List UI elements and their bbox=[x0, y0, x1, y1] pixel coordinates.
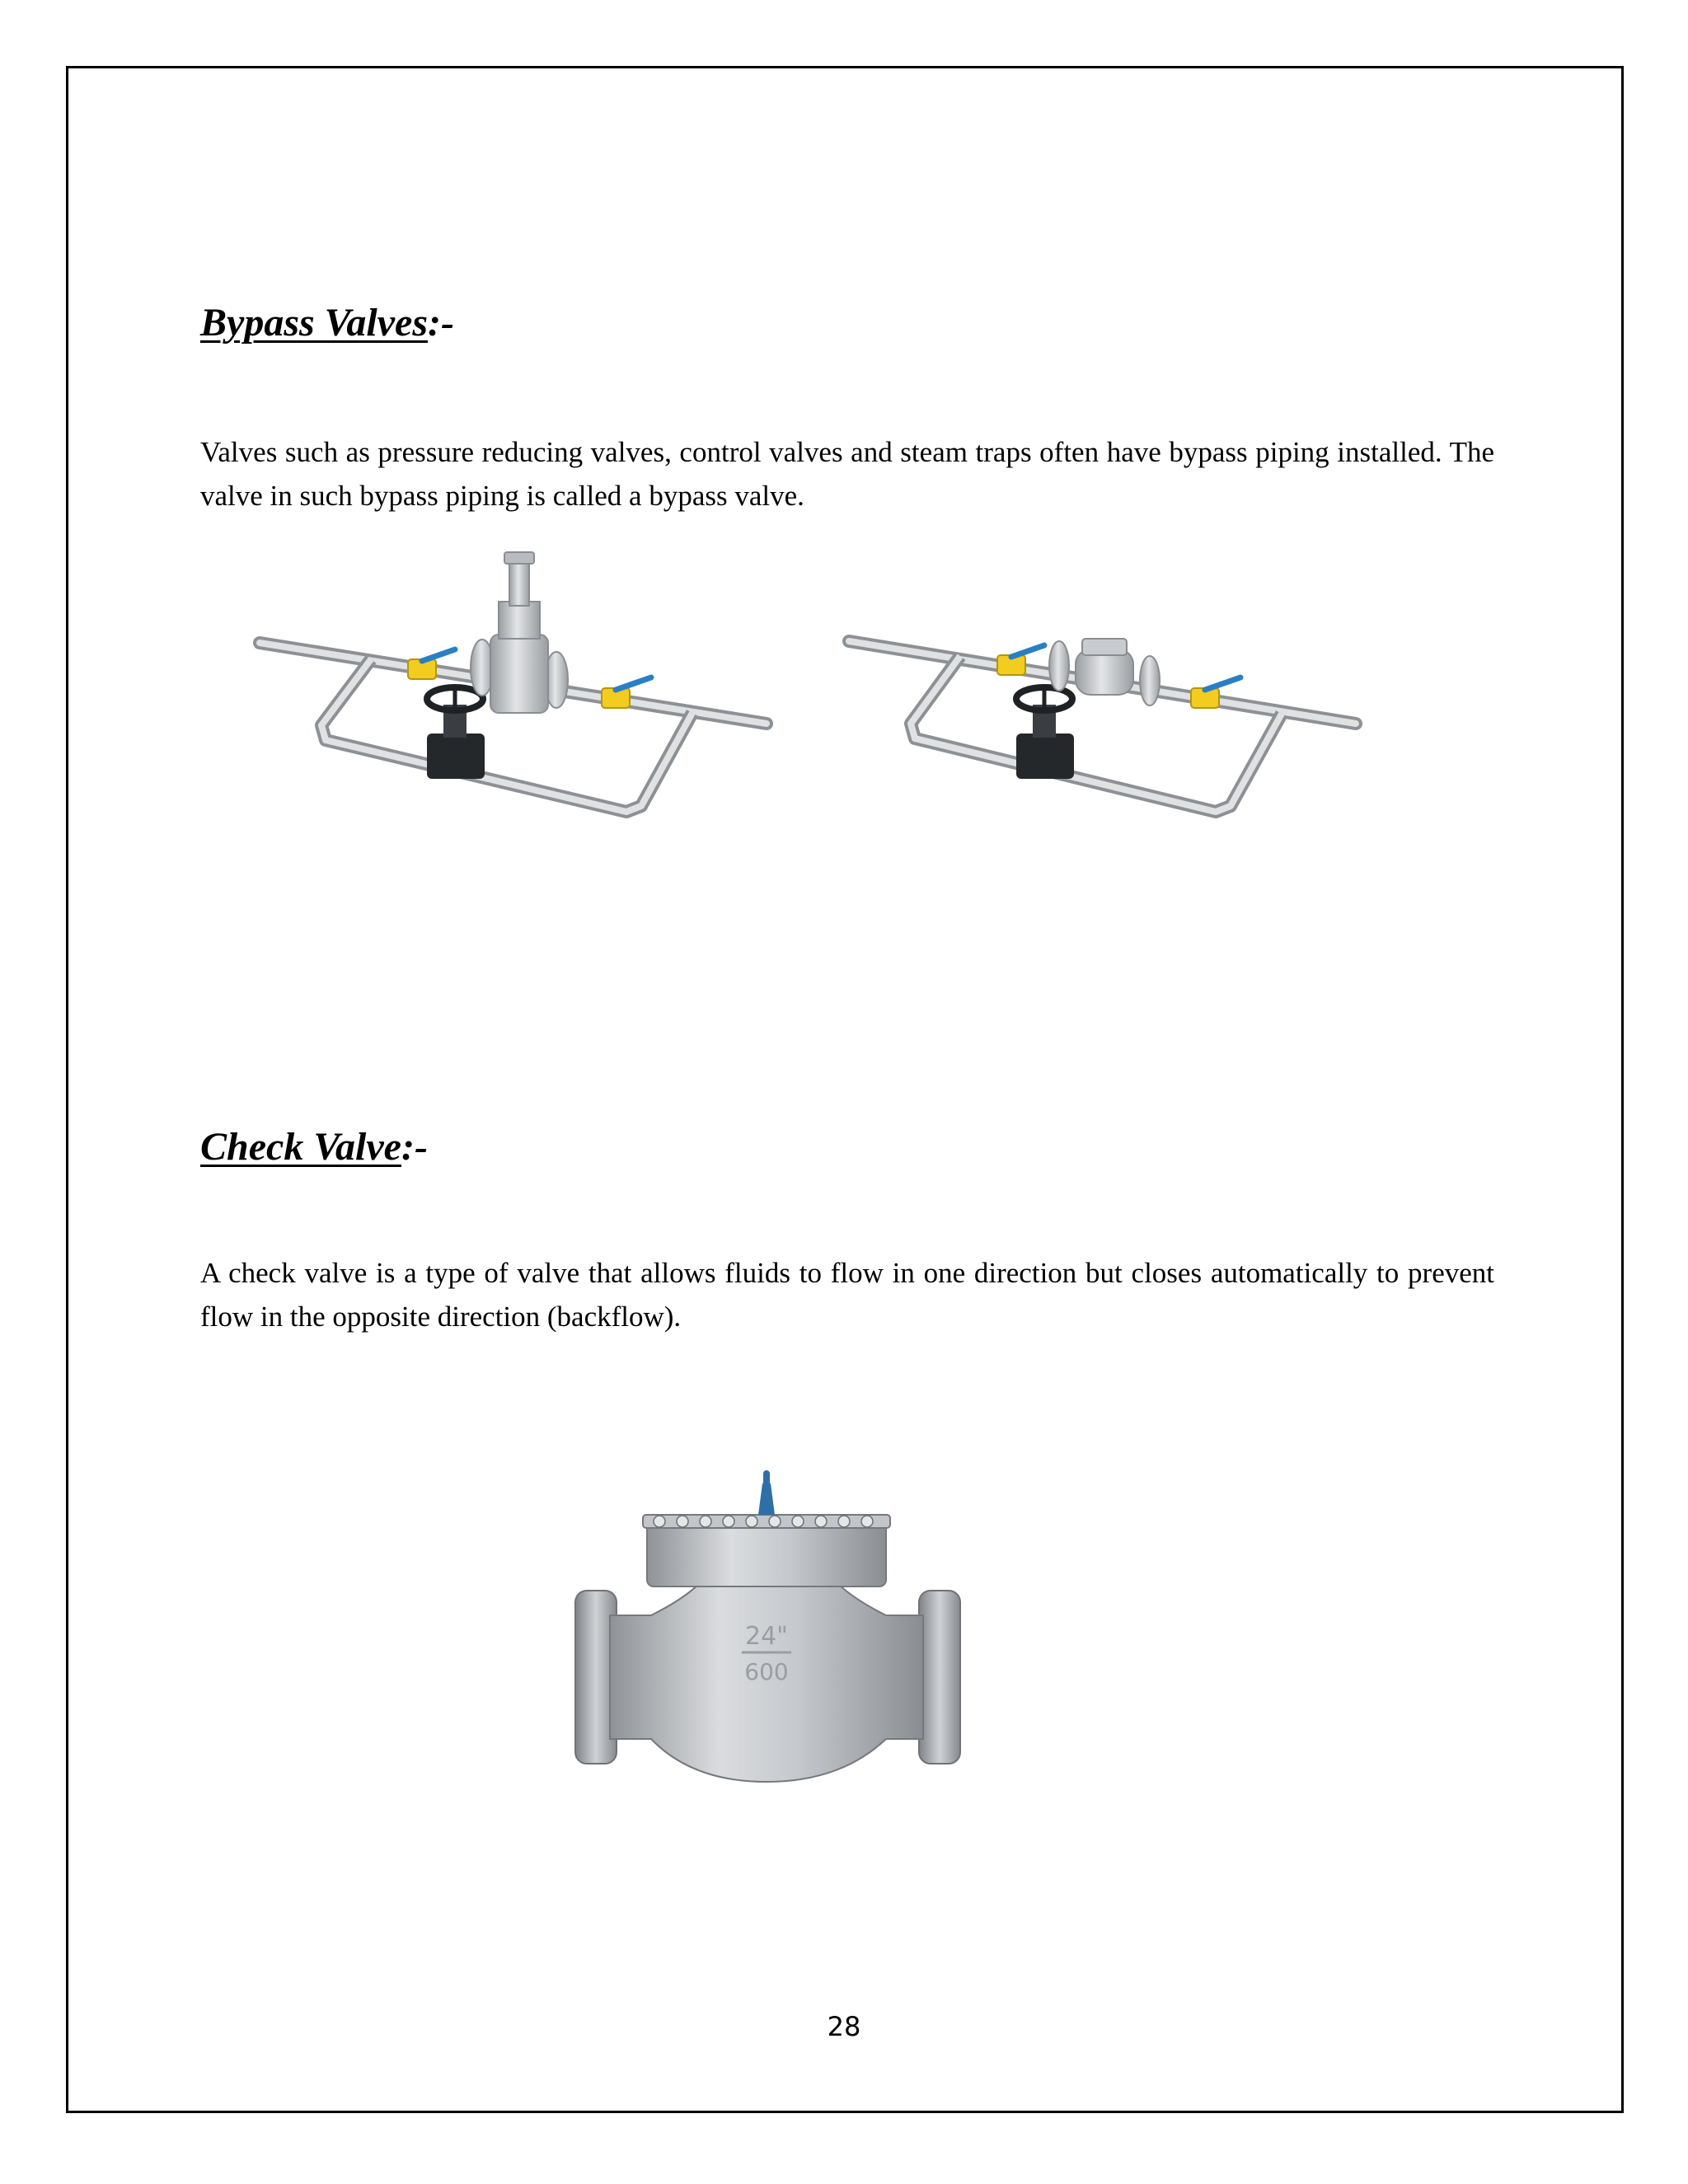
swing-check-valve-illustration bbox=[560, 1459, 989, 1805]
bypass-pressure-reducing-valve-illustration bbox=[247, 544, 791, 832]
check-valve-paragraph: A check valve is a type of valve that allows fluids to flow in one direction but closes automatically to prevent flow in the opposite direction (backflow). bbox=[200, 1257, 1494, 1333]
bypass-valves-title: Bypass Valves bbox=[200, 301, 428, 344]
bypass-valves-heading bbox=[200, 303, 454, 343]
check-valve-size-marking: 24" bbox=[745, 1622, 788, 1651]
check-valve-title: Check Valve bbox=[200, 1125, 401, 1169]
bypass-steam-trap-illustration bbox=[837, 544, 1381, 832]
check-valve-title-suffix: :- bbox=[401, 1125, 428, 1169]
bypass-valves-paragraph: Valves such as pressure reducing valves, control valves and steam traps often have bypass piping installed. The valve in such bypass piping is called a bypass valve. bbox=[200, 436, 1494, 512]
bypass-valves-title-suffix: :- bbox=[428, 301, 454, 344]
check-valve-class-marking: 600 bbox=[744, 1658, 789, 1685]
page-border bbox=[66, 66, 1624, 2113]
page-number: 28 bbox=[827, 2011, 861, 2042]
check-valve-heading bbox=[200, 1127, 428, 1167]
